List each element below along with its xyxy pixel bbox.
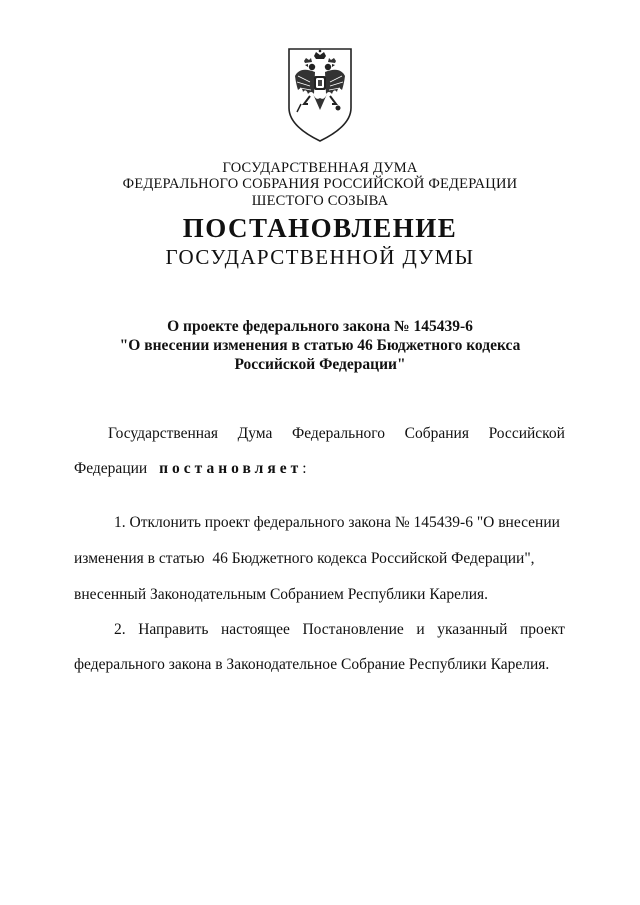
item-2-word: Постановление	[302, 621, 404, 638]
item-2-word: 2.	[114, 621, 126, 638]
preamble-word: Дума	[237, 425, 273, 442]
item-2-line-2: федерального закона в Законодательное Собрание Республики Карелия.	[74, 656, 550, 673]
preamble-word: Государственная	[108, 425, 219, 442]
document-title-line-1: О проекте федерального закона № 145439-6	[167, 318, 473, 335]
item-2-line-1	[114, 621, 565, 639]
header-line-convocation: ШЕСТОГО СОЗЫВА	[251, 193, 389, 209]
preamble-resolves: постановляет	[159, 460, 303, 477]
coat-of-arms-icon	[286, 46, 354, 144]
preamble-word: Российской	[488, 425, 565, 442]
preamble-line-2	[74, 460, 565, 478]
item-2-word: настоящее	[221, 621, 290, 638]
preamble-federation: Федерации	[74, 460, 148, 477]
item-2-word: Направить	[138, 621, 209, 638]
document-type: ПОСТАНОВЛЕНИЕ	[182, 213, 458, 243]
item-2-word: проект	[519, 621, 565, 638]
item-1-line-1: 1. Отклонить проект федерального закона № 145439-6 "О внесении	[114, 514, 560, 531]
preamble-line-1	[108, 425, 565, 443]
document-subtype: ГОСУДАРСТВЕННОЙ ДУМЫ	[165, 245, 475, 269]
document-title-line-3: Российской Федерации"	[234, 356, 406, 373]
item-2-word: указанный	[437, 621, 508, 638]
preamble-word: Федерального	[291, 425, 386, 442]
document-title-line-2: "О внесении изменения в статью 46 Бюджетного кодекса	[119, 337, 521, 354]
item-1-line-3: внесенный Законодательным Собранием Республики Карелия.	[74, 586, 489, 603]
preamble-colon: :	[302, 460, 307, 477]
header-line-duma: ГОСУДАРСТВЕННАЯ ДУМА	[222, 160, 418, 176]
item-1-line-2: изменения в статью 46 Бюджетного кодекса Российской Федерации",	[74, 550, 535, 567]
header-line-federal-assembly: ФЕДЕРАЛЬНОГО СОБРАНИЯ РОССИЙСКОЙ ФЕДЕРАЦИИ	[122, 176, 518, 192]
preamble-word: Собрания	[404, 425, 469, 442]
item-2-word: и	[416, 621, 425, 638]
